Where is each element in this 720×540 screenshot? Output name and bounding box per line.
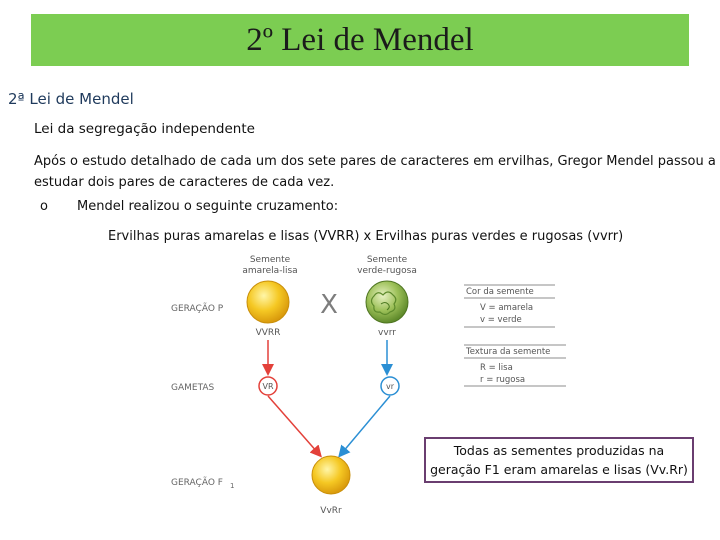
bullet-text: Mendel realizou o seguinte cruzamento: xyxy=(77,199,339,214)
slide-title: 2º Lei de Mendel xyxy=(246,21,474,58)
cross-description: Ervilhas puras amarelas e lisas (VVRR) x Ervilhas puras verdes e rugosas (vvrr) xyxy=(108,229,624,244)
section-subheading: Lei da segregação independente xyxy=(34,121,255,137)
row-label-generation-f1-sub: 1 xyxy=(230,482,235,490)
yellow-smooth-seed xyxy=(247,281,289,323)
genotype-parent-green: vvrr xyxy=(378,328,396,338)
legend-color-dominant: V = amarela xyxy=(480,303,534,313)
gamete-green-label: vr xyxy=(385,382,395,391)
seed1-label-line2: amarela-lisa xyxy=(242,266,298,276)
arrow-gamete-yellow-to-f1 xyxy=(268,396,318,453)
legend-color-title: Cor da semente xyxy=(466,287,534,297)
green-wrinkled-seed xyxy=(366,281,408,323)
bullet-marker: o xyxy=(40,199,48,214)
seed2-label-line2: verde-rugosa xyxy=(357,266,417,276)
genotype-parent-yellow: VVRR xyxy=(255,328,281,338)
cross-symbol: X xyxy=(320,290,338,320)
row-label-generation-p: GERAÇÃO P xyxy=(171,304,224,314)
note-line-2: geração F1 eram amarelas e lisas (Vv.Rr) xyxy=(430,462,688,477)
gamete-yellow-label: VR xyxy=(262,382,274,391)
row-label-generation-f1: GERAÇÃO F xyxy=(171,478,223,488)
note-line-1: Todas as sementes produzidas na xyxy=(453,443,665,458)
f1-result-note xyxy=(424,437,694,483)
legend-seed-texture xyxy=(464,345,566,386)
intro-paragraph: Após o estudo detalhado de cada um dos sete pares de caracteres em ervilhas, Gregor Mendel passou a estudar dois pares de caracteres de cada vez. xyxy=(34,154,716,190)
genotype-f1: VvRr xyxy=(320,506,342,516)
row-label-gametes: GAMETAS xyxy=(171,383,215,393)
arrow-gamete-green-to-f1 xyxy=(342,396,390,453)
seed2-label-line1: Semente xyxy=(366,255,408,265)
f1-seed xyxy=(312,456,350,494)
legend-texture-recessive: r = rugosa xyxy=(480,375,526,385)
section-heading: 2ª Lei de Mendel xyxy=(8,90,134,108)
legend-texture-dominant: R = lisa xyxy=(480,363,513,373)
legend-color-recessive: v = verde xyxy=(480,315,522,325)
legend-texture-title: Textura da semente xyxy=(466,347,551,357)
legend-seed-color xyxy=(464,285,555,327)
seed1-label-line1: Semente xyxy=(249,255,291,265)
